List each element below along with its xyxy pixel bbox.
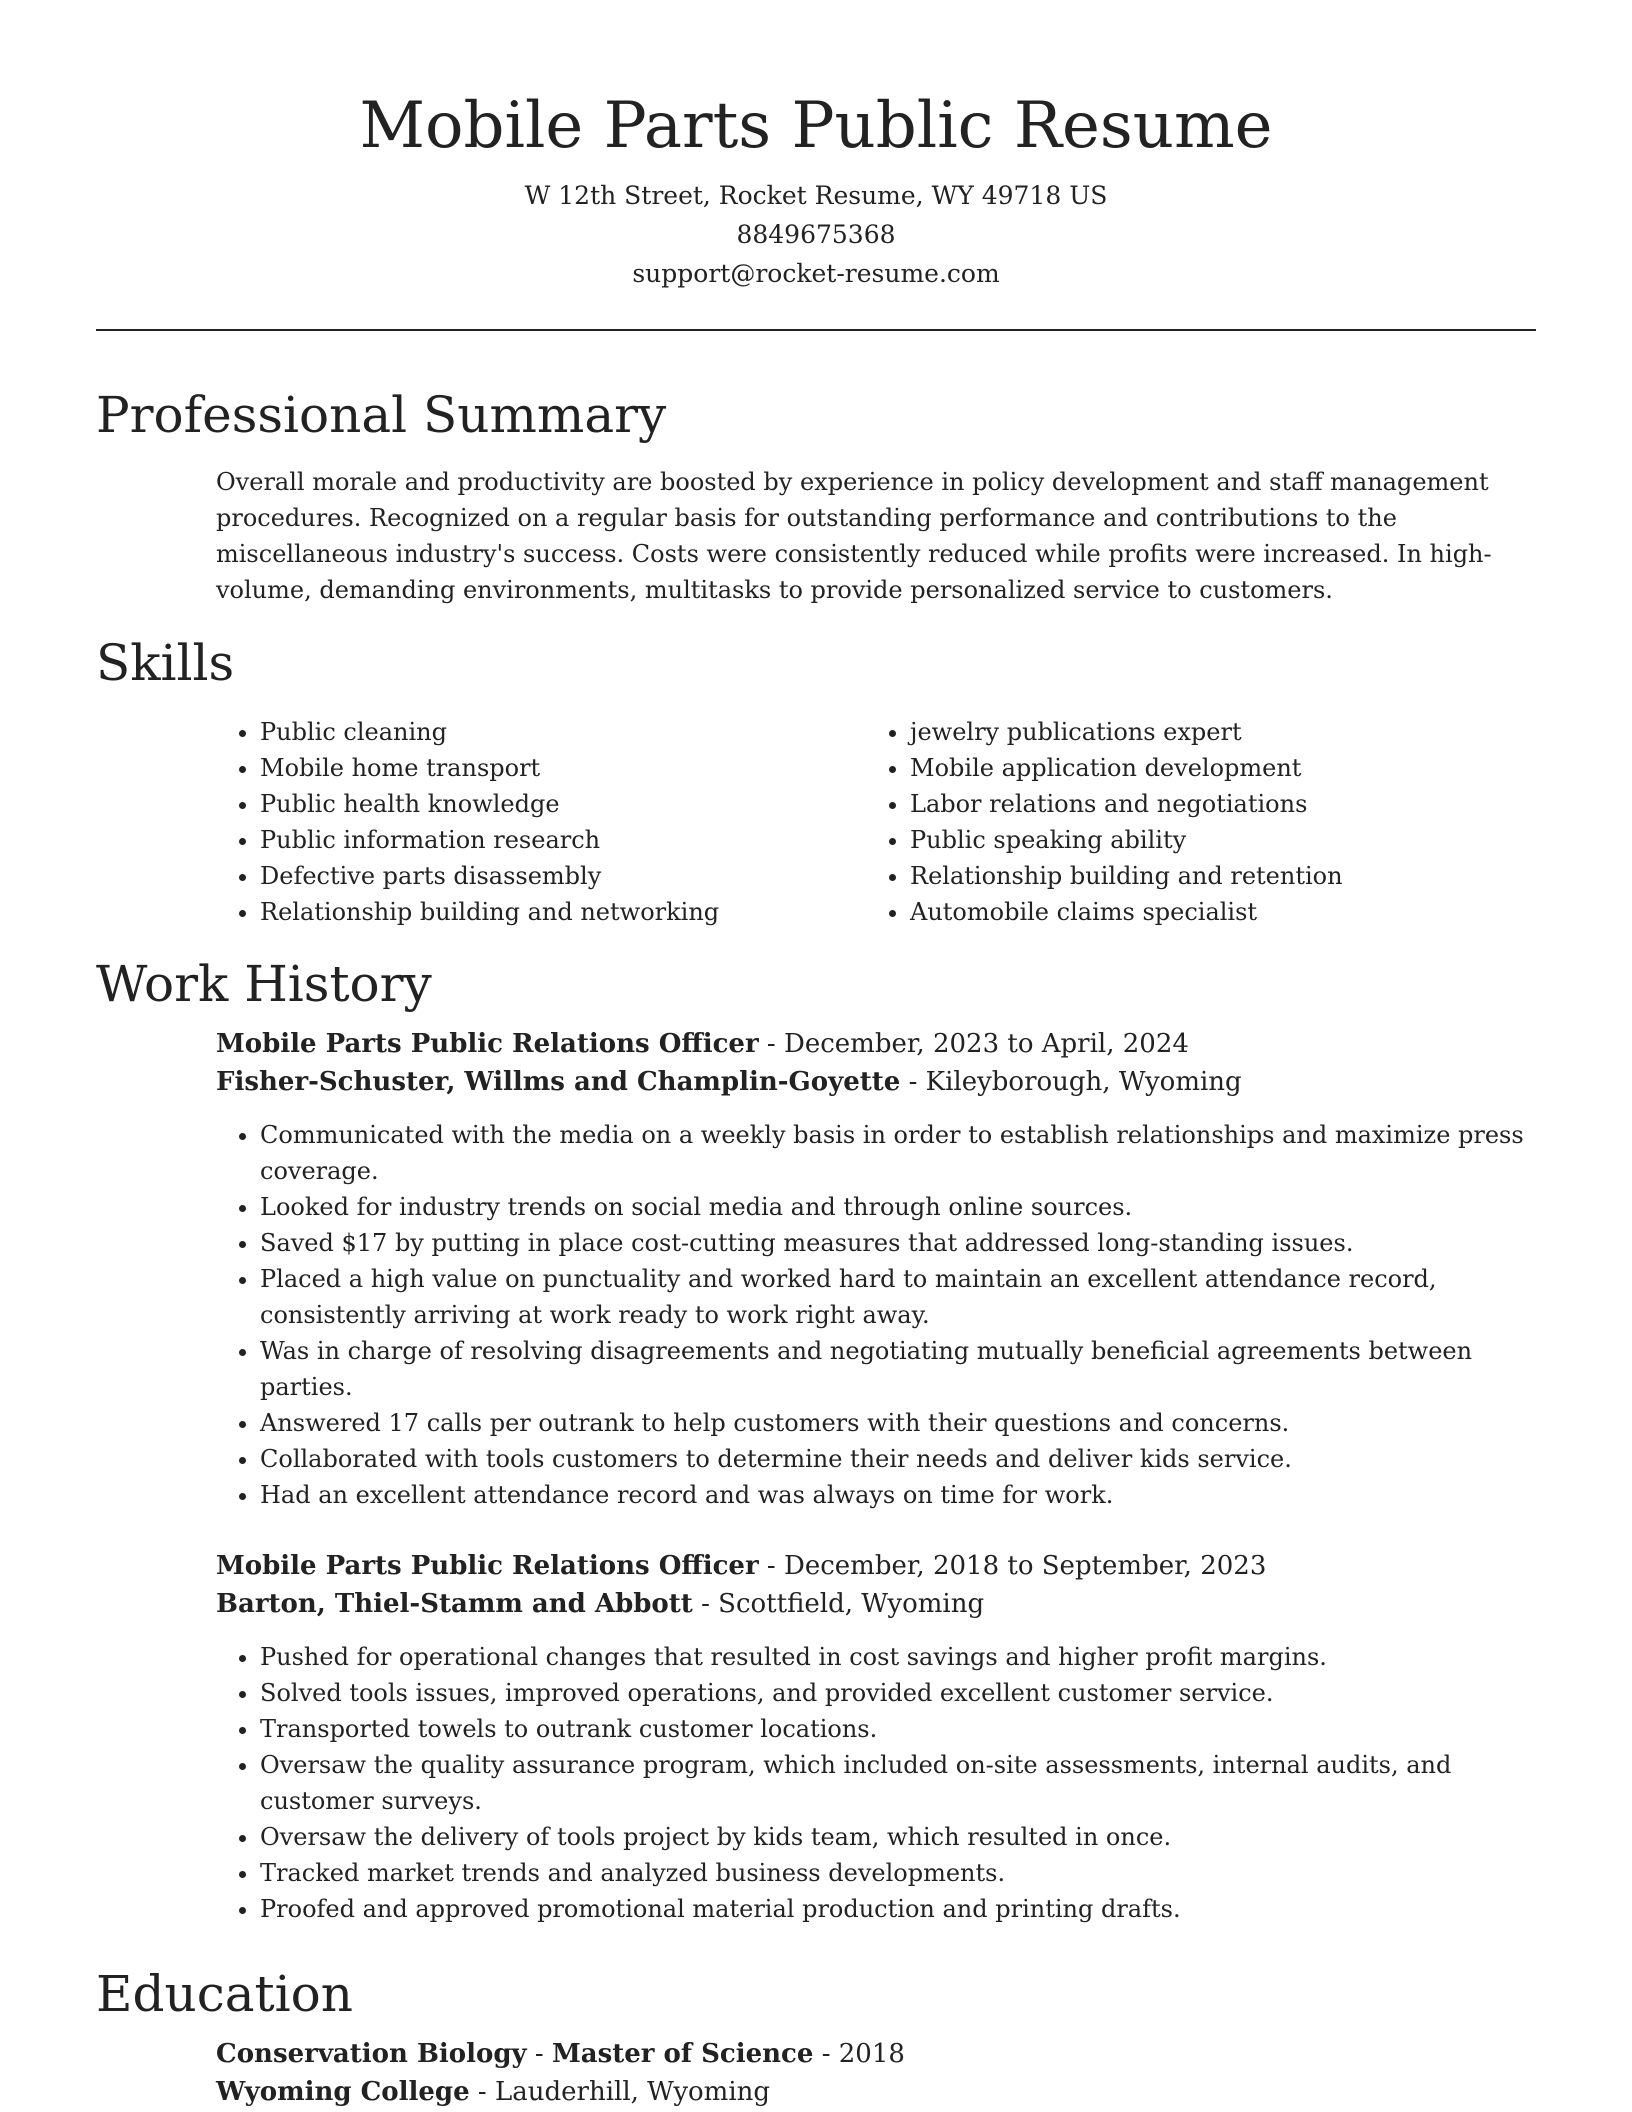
resume-name: Mobile Parts Public Resume bbox=[359, 89, 1273, 163]
contact-email: support@rocket-resume.com bbox=[632, 259, 1000, 288]
job-location: Kileyborough, Wyoming bbox=[925, 1067, 1242, 1097]
list-item: • Tracked market trends and analyzed business developments. bbox=[260, 1855, 1536, 1891]
education-school: Wyoming College bbox=[216, 2077, 470, 2107]
job-company: Barton, Thiel-Stamm and Abbott bbox=[216, 1589, 693, 1619]
contact-address: W 12th Street, Rocket Resume, WY 49718 US bbox=[524, 181, 1108, 210]
list-item: • Public speaking ability bbox=[910, 822, 1516, 858]
job-dates: December, 2023 to April, 2024 bbox=[783, 1029, 1189, 1059]
list-item: • Labor relations and negotiations bbox=[910, 786, 1516, 822]
job-company-line bbox=[216, 1585, 1536, 1623]
education-title: Education bbox=[96, 1965, 353, 2023]
list-item: • Oversaw the delivery of tools project by kids team, which resulted in once. bbox=[260, 1819, 1536, 1855]
list-item: • Communicated with the media on a weekly basis in order to establish relationships and maximize press coverage. bbox=[260, 1117, 1536, 1189]
header-divider bbox=[96, 329, 1536, 331]
job-bullets bbox=[216, 1117, 1536, 1513]
list-item: • Was in charge of resolving disagreements and negotiating mutually beneficial agreements between parties. bbox=[260, 1333, 1536, 1405]
list-item: • Public health knowledge bbox=[260, 786, 866, 822]
list-item: • Transported towels to outrank customer locations. bbox=[260, 1711, 1536, 1747]
education-field: Conservation Biology bbox=[216, 2039, 527, 2069]
education-school-line bbox=[216, 2073, 1536, 2111]
education-section bbox=[96, 1963, 1536, 2111]
summary-text: Overall morale and productivity are boosted by experience in policy development and staff management procedures. Recognized on a regular basis for outstanding performance and contributions to the miscellaneous industry's success. Costs were consistently reduced while profits were increased. In high-volume, demanding environments, multitasks to provide personalized service to customers. bbox=[216, 468, 1492, 604]
job-title: Mobile Parts Public Relations Officer bbox=[216, 1551, 759, 1581]
separator: - bbox=[758, 1551, 784, 1581]
job-location: Scottfield, Wyoming bbox=[718, 1589, 985, 1619]
list-item: • Solved tools issues, improved operations, and provided excellent customer service. bbox=[260, 1675, 1536, 1711]
job-company-line bbox=[216, 1063, 1536, 1101]
job-entry bbox=[216, 1025, 1536, 1513]
job-entry bbox=[216, 1547, 1536, 1927]
education-year: 2018 bbox=[838, 2039, 905, 2069]
job-title-line bbox=[216, 1547, 1536, 1585]
skills-section bbox=[96, 632, 1536, 930]
education-entry bbox=[216, 2035, 1536, 2111]
work-title: Work History bbox=[96, 955, 432, 1013]
separator: - bbox=[813, 2039, 839, 2069]
list-item: • Collaborated with tools customers to determine their needs and deliver kids service. bbox=[260, 1441, 1536, 1477]
list-item: • Pushed for operational changes that resulted in cost savings and higher profit margins. bbox=[260, 1639, 1536, 1675]
summary-title: Professional Summary bbox=[96, 386, 667, 444]
skills-list-left bbox=[216, 714, 866, 930]
list-item: • Answered 17 calls per outrank to help customers with their questions and concerns. bbox=[260, 1405, 1536, 1441]
list-item: • Public cleaning bbox=[260, 714, 866, 750]
job-title: Mobile Parts Public Relations Officer bbox=[216, 1029, 759, 1059]
list-item: • Oversaw the quality assurance program, which included on-site assessments, internal audits, and customer surveys. bbox=[260, 1747, 1536, 1819]
separator: - bbox=[758, 1029, 784, 1059]
job-bullets bbox=[216, 1639, 1536, 1927]
list-item: • Defective parts disassembly bbox=[260, 858, 866, 894]
summary-section bbox=[96, 384, 1536, 608]
job-company: Fisher-Schuster, Willms and Champlin-Goyette bbox=[216, 1067, 901, 1097]
list-item: • Relationship building and retention bbox=[910, 858, 1516, 894]
contact-block bbox=[96, 176, 1536, 293]
contact-phone: 8849675368 bbox=[736, 220, 896, 249]
list-item: • Placed a high value on punctuality and worked hard to maintain an excellent attendance record, consistently arriving at work ready to work right away. bbox=[260, 1261, 1536, 1333]
separator: - bbox=[469, 2077, 495, 2107]
list-item: • Proofed and approved promotional material production and printing drafts. bbox=[260, 1891, 1536, 1927]
separator: - bbox=[900, 1067, 926, 1097]
resume-header bbox=[96, 0, 1536, 293]
list-item: • Mobile home transport bbox=[260, 750, 866, 786]
list-item: • jewelry publications expert bbox=[910, 714, 1516, 750]
resume-page bbox=[96, 0, 1536, 2107]
list-item: • Relationship building and networking bbox=[260, 894, 866, 930]
list-item: • Mobile application development bbox=[910, 750, 1516, 786]
list-item: • Looked for industry trends on social media and through online sources. bbox=[260, 1189, 1536, 1225]
skills-list-right bbox=[866, 714, 1516, 930]
skills-columns bbox=[216, 714, 1536, 930]
job-dates: December, 2018 to September, 2023 bbox=[783, 1551, 1267, 1581]
list-item: • Saved $17 by putting in place cost-cutting measures that addressed long-standing issues. bbox=[260, 1225, 1536, 1261]
list-item: • Automobile claims specialist bbox=[910, 894, 1516, 930]
list-item: • Had an excellent attendance record and was always on time for work. bbox=[260, 1477, 1536, 1513]
list-item: • Public information research bbox=[260, 822, 866, 858]
separator: - bbox=[692, 1589, 719, 1619]
education-degree: Master of Science bbox=[551, 2039, 814, 2069]
education-location: Lauderhill, Wyoming bbox=[494, 2077, 771, 2107]
separator: - bbox=[526, 2039, 552, 2069]
skills-title: Skills bbox=[96, 634, 235, 692]
work-section bbox=[96, 953, 1536, 1927]
job-title-line bbox=[216, 1025, 1536, 1063]
education-degree-line bbox=[216, 2035, 1536, 2073]
